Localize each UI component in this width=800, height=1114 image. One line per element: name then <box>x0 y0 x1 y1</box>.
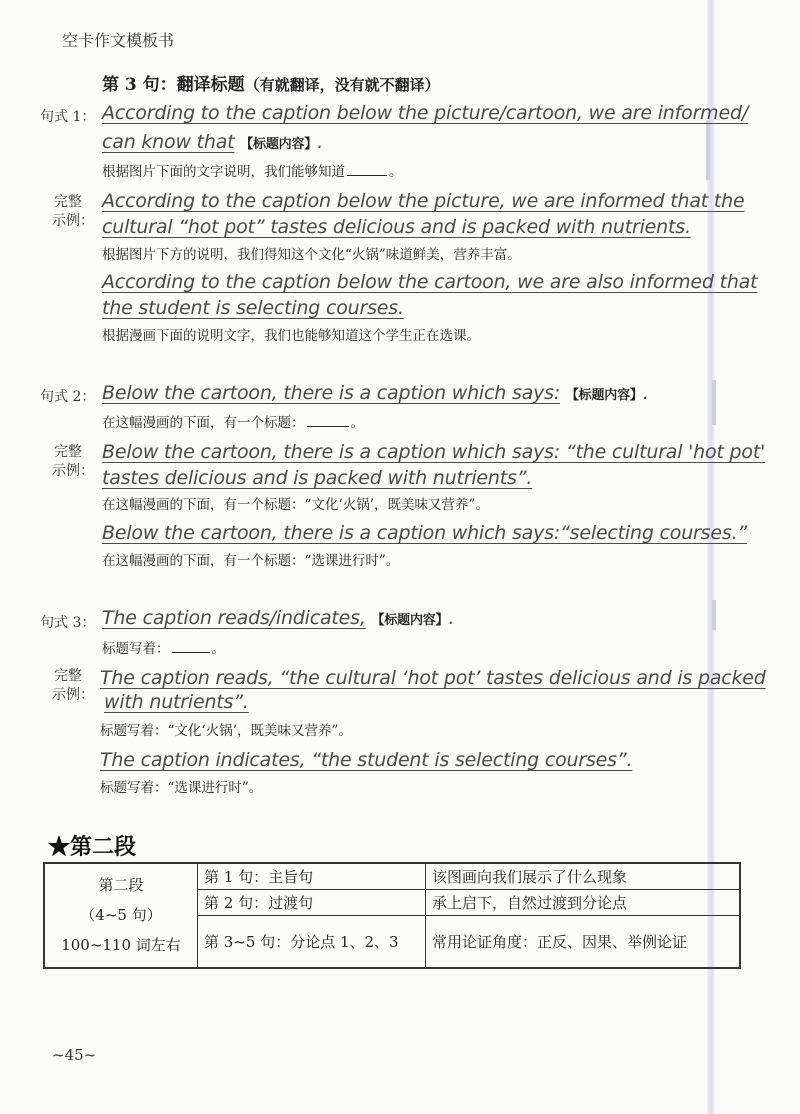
complete-label-line1: 完整 <box>54 194 82 210</box>
pattern1-ex1-line1: According to the caption below the picture, we are informed that the <box>102 190 745 212</box>
pattern1-line2 <box>102 131 323 153</box>
book-title: 空卡作文模板书 <box>62 31 175 50</box>
pattern3-complete-label <box>52 667 94 705</box>
pattern1-ex2-line2: the student is selecting courses. <box>102 297 404 319</box>
caption-tag: 【标题内容】 <box>565 388 643 403</box>
section2-lead-count: （4~5 句） <box>80 906 162 925</box>
pattern2-complete-label <box>52 443 94 481</box>
pattern1-line2-text: can know that <box>102 131 235 153</box>
section2-lead-words: 100~110 词左右 <box>61 936 181 955</box>
pattern1-line1: According to the caption below the picture/cartoon, we are informed/ <box>102 102 749 124</box>
caption-tag: 【标题内容】 <box>240 137 318 152</box>
pattern3-cn-text: 标题写着： <box>102 641 170 657</box>
pattern1-label: 句式 1： <box>40 109 96 125</box>
pattern1-ex2-line1: According to the caption below the cartoon, we are also informed that <box>102 271 758 293</box>
table-cell-sentence: 第 2 句：过渡句 <box>198 890 426 916</box>
pattern2-line1 <box>102 382 649 404</box>
section2-outline-table <box>43 862 741 969</box>
pattern2-label: 句式 2： <box>40 389 96 405</box>
sentence3-title-note: （有就翻译，没有就不翻译） <box>244 76 440 94</box>
pattern2-ex2-cn: 在这幅漫画的下面，有一个标题：“选课进行时”。 <box>102 553 400 569</box>
pattern1-ex2-cn: 根据漫画下面的说明文字，我们也能够知道这个学生正在选课。 <box>102 328 480 344</box>
pattern3-cn <box>102 637 225 657</box>
table-cell-desc: 常用论证角度：正反、因果、举例论证 <box>426 916 741 968</box>
pattern3-label: 句式 3： <box>40 615 96 631</box>
binding-mark <box>712 600 716 630</box>
caption-tag: 【标题内容】 <box>371 613 449 628</box>
sentence3-title <box>102 70 440 95</box>
pattern1-complete-label <box>52 193 94 231</box>
fill-blank <box>172 640 210 653</box>
pattern2-cn-end: 。 <box>350 415 364 431</box>
pattern3-ex1-line2: with nutrients”. <box>104 691 249 713</box>
pattern3-ex1-line1: The caption reads, “the cultural ‘hot pot’ tastes delicious and is packed <box>100 667 766 689</box>
pattern1-cn-end: 。 <box>389 164 403 180</box>
pattern3-line1-text: The caption reads/indicates, <box>102 607 366 629</box>
pattern1-cn <box>102 160 403 180</box>
pattern1-cn-text: 根据图片下面的文字说明，我们能够知道 <box>102 164 345 180</box>
pattern3-ex2-line1: The caption indicates, “the student is selecting courses”. <box>100 749 633 771</box>
binding-mark <box>712 380 716 425</box>
page-number: ~45~ <box>52 1046 97 1064</box>
pattern1-line2-end: . <box>317 131 323 153</box>
complete-label-line1: 完整 <box>54 668 82 684</box>
pattern2-ex2-line1: Below the cartoon, there is a caption which says:“selecting courses.” <box>102 522 748 544</box>
complete-label-line2: 示例： <box>52 213 94 229</box>
section2-lead-cell <box>44 863 198 968</box>
complete-label-line2: 示例： <box>52 687 94 703</box>
pattern1-ex1-line2: cultural “hot pot” tastes delicious and is packed with nutrients. <box>102 216 691 238</box>
pattern2-ex1-cn: 在这幅漫画的下面，有一个标题：“文化‘火锅’，既美味又营养”。 <box>102 497 489 513</box>
table-cell-desc: 承上启下，自然过渡到分论点 <box>426 890 741 916</box>
pattern3-line1 <box>102 607 454 629</box>
pattern3-line1-end: . <box>448 607 455 629</box>
table-cell-sentence: 第 3~5 句：分论点 1、2、3 <box>198 916 426 968</box>
table-cell-sentence: 第 1 句：主旨句 <box>198 863 426 890</box>
pattern2-ex1-line2: tastes delicious and is packed with nutrients”. <box>102 467 533 489</box>
table-row <box>44 863 740 890</box>
pattern2-cn-text: 在这幅漫画的下面，有一个标题： <box>102 415 305 431</box>
pattern2-cn <box>102 411 364 431</box>
fill-blank <box>307 414 349 427</box>
section2-lead-name: 第二段 <box>98 876 144 895</box>
binding-mark <box>706 120 710 180</box>
complete-label-line1: 完整 <box>54 444 82 460</box>
pattern3-ex1-cn: 标题写着：“文化‘火锅’，既美味又营养”。 <box>100 723 352 739</box>
section2-title: ★第二段 <box>48 834 137 860</box>
pattern2-line1-text: Below the cartoon, there is a caption which says: <box>102 382 561 404</box>
complete-label-line2: 示例： <box>52 463 94 479</box>
fill-blank <box>347 163 387 176</box>
pattern3-ex2-cn: 标题写着：“选课进行时”。 <box>100 780 263 796</box>
table-cell-desc: 该图画向我们展示了什么现象 <box>426 863 741 890</box>
pattern2-ex1-line1: Below the cartoon, there is a caption which says: “the cultural 'hot pot' <box>102 441 766 463</box>
pattern3-cn-end: 。 <box>211 641 225 657</box>
pattern1-ex1-cn: 根据图片下方的说明，我们得知这个文化“火锅”味道鲜美，营养丰富。 <box>102 247 521 263</box>
sentence3-title-main: 第 3 句：翻译标题 <box>102 75 245 95</box>
pattern2-line1-end: . <box>642 382 649 404</box>
